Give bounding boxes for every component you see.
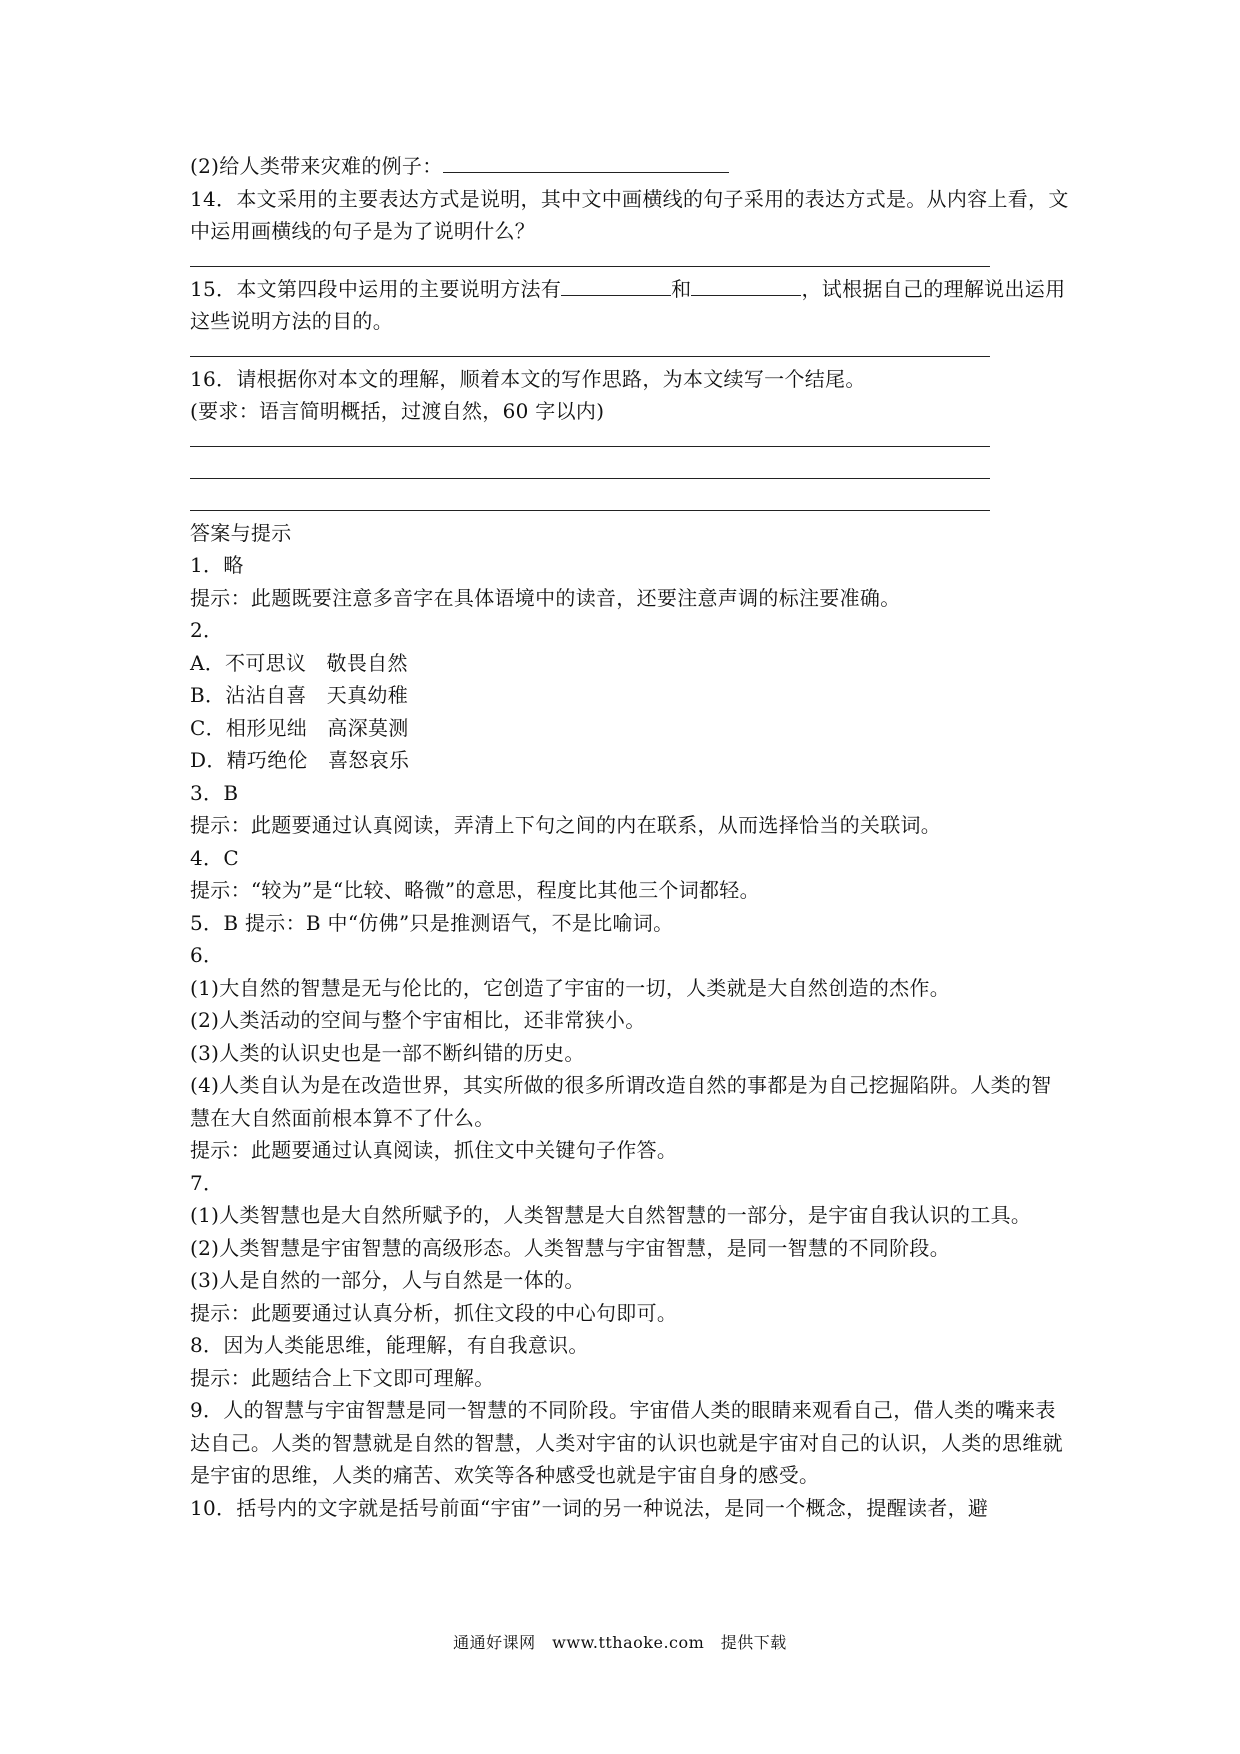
answer-line-text: (2)人类活动的空间与整个宇宙相比，还非常狭小。 [190,1008,646,1032]
answer-line-text: 6． [190,943,224,967]
answer-line-text: 提示：此题要通过认真分析，抓住文段的中心句即可。 [190,1300,678,1325]
answer-line-text: 2． [190,618,224,642]
answers-list [190,549,1070,1524]
answer-line [190,266,990,267]
answer-line-text: (1)人类智慧也是大自然所赋予的，人类智慧是大自然智慧的一部分，是宇宙自我认识的工具。 [190,1203,1032,1227]
answer-line-text: 3．B [190,780,239,805]
answer-line-text: 提示：此题既要注意多音字在具体语境中的读音，还要注意声调的标注要准确。 [190,585,901,610]
question-16-requirement: (要求：语言简明概括，过渡自然，60 字以内) [190,399,605,423]
answer-line-text: A．不可思议 敬畏自然 [190,650,408,675]
footer-text: 通通好课网 www.tthaoke.com 提供下载 [453,1633,787,1652]
answer-line [190,510,990,511]
question-15: 15．本文第四段中运用的主要说明方法有 和 ，试根据自己的理解说出运用这些说明方法的目的。 [190,276,1066,333]
answer-line-text: 提示：此题要通过认真阅读，弄清上下句之间的内在联系，从而选择恰当的关联词。 [190,813,942,837]
answer-line-text: (3)人是自然的一部分，人与自然是一体的。 [190,1268,585,1292]
answer-line-text: (3)人类的认识史也是一部不断纠错的历史。 [190,1040,585,1065]
answer-blank [443,152,729,173]
answer-line-text: C．相形见绌 高深莫测 [190,715,409,740]
answer-line-text: 5．B 提示：B 中“仿佛”只是推测语气，不是比喻词。 [190,910,674,935]
answer-line [190,356,990,357]
answer-line-text: 提示：此题结合上下文即可理解。 [190,1365,495,1390]
answer-line-text: 提示：“较为”是“比较、略微”的意思，程度比其他三个词都轻。 [190,878,760,902]
answer-line-text: 4．C [190,845,239,870]
answer-line-text: D．精巧绝伦 喜怒哀乐 [190,748,410,772]
document-page [190,150,1070,1524]
answer-line-text: 7． [190,1170,224,1195]
answer-line-text: 1．略 [190,553,244,577]
answer-blank [561,275,671,296]
answer-blank [691,275,801,296]
answer-line-text: 8．因为人类能思维，能理解，有自我意识。 [190,1333,589,1357]
answer-line-text: (4)人类自认为是在改造世界，其实所做的很多所谓改造自然的事都是为自己挖掘陷阱。人类的智慧在大自然面前根本算不了什么。 [190,1073,1052,1130]
answer-line-text: B．沾沾自喜 天真幼稚 [190,683,408,707]
answer-line-text: (1)大自然的智慧是无与伦比的，它创造了宇宙的一切，人类就是大自然创造的杰作。 [190,975,951,1000]
answer-line-text: 9．人的智慧与宇宙智慧是同一智慧的不同阶段。宇宙借人类的眼睛来观看自己，借人类的嘴来表达自己。人类的智慧就是自然的智慧，人类对宇宙的认识也就是宇宙对自己的认识，人类的思维就是宇宙的思维，人类的痛苦、欢笑等各种感受也就是宇宙自身的感受。 [190,1398,1063,1487]
question-16: 16．请根据你对本文的理解，顺着本文的写作思路，为本文续写一个结尾。 [190,366,866,391]
answer-line-text: (2)人类智慧是宇宙智慧的高级形态。人类智慧与宇宙智慧，是同一智慧的不同阶段。 [190,1235,951,1260]
answers-heading: 答案与提示 [190,520,292,545]
answer-line-text: 提示：此题要通过认真阅读，抓住文中关键句子作答。 [190,1138,678,1162]
answer-line-text: 10．括号内的文字就是括号前面“宇宙”一词的另一种说法，是同一个概念，提醒读者，避 [190,1495,989,1520]
question-14: 14．本文采用的主要表达方式是说明，其中文中画横线的句子采用的表达方式是。从内容上看，文中运用画横线的句子是为了说明什么？ [190,186,1069,243]
question-13-part-2: (2)给人类带来灾难的例子： [190,150,1070,183]
